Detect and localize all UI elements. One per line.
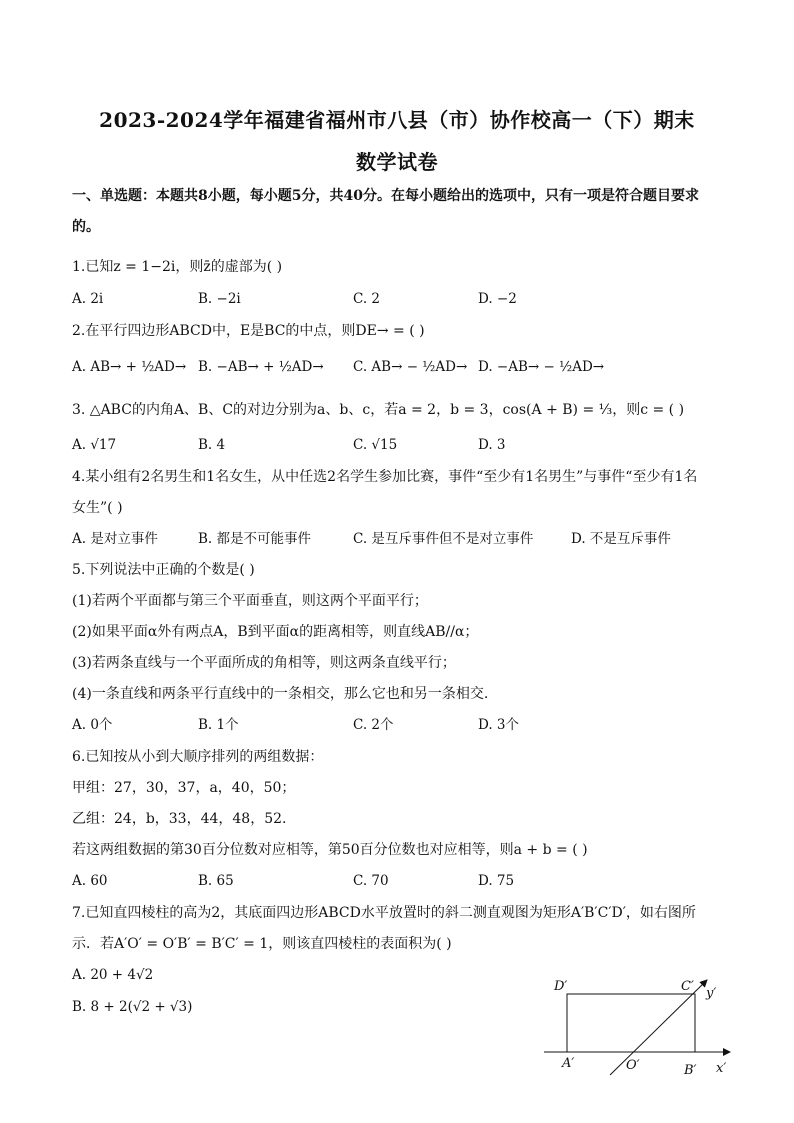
question-2-stem: 2.在平行四边形ABCD中，E是BC的中点，则DE→ = ( )	[72, 323, 425, 339]
question-3-stem: 3. △ABC的内角A、B、C的对边分别为a、b、c，若a = 2，b = 3，cos(A + B) = ⅓，则c = ( )	[72, 402, 685, 418]
question-2-option-b: B. −AB→ + ½AD→	[198, 359, 324, 375]
section-instructions-line2: 的。	[72, 219, 100, 235]
question-1-option-c: C. 2	[353, 291, 381, 307]
question-3-option-c: C. √15	[353, 437, 398, 453]
question-3-option-a: A. √17	[72, 437, 117, 453]
question-1-stem: 1.已知z = 1−2i，则z̄的虚部为( )	[72, 259, 283, 275]
exam-title-line2: 数学试卷	[356, 150, 438, 174]
exam-title-line1: 2023-2024学年福建省福州市八县（市）协作校高一（下）期末	[99, 108, 695, 132]
question-7-option-b: B. 8 + 2(√2 + √3)	[72, 999, 193, 1015]
question-2-option-d: D. −AB→ − ½AD→	[478, 359, 605, 375]
question-4-option-c: C. 是互斥事件但不是对立事件	[353, 531, 534, 547]
section-instructions-line1: 一、单选题：本题共8小题，每小题5分，共40分。在每小题给出的选项中，只有一项是符合题目要求	[72, 188, 699, 204]
oblique-projection-figure	[540, 972, 740, 1087]
question-4-option-d: D. 不是互斥事件	[571, 531, 671, 547]
question-5-statement-1: (1)若两个平面都与第三个平面垂直，则这两个平面平行；	[72, 593, 428, 609]
question-5-option-c: C. 2个	[353, 717, 394, 733]
question-4-stem-line1: 4.某小组有2名男生和1名女生，从中任选2名学生参加比赛，事件“至少有1名男生”与事件“至少有1名	[72, 469, 698, 485]
label-b-prime: B′	[684, 1063, 697, 1078]
question-7-stem-line1: 7.已知直四棱柱的高为2，其底面四边形ABCD水平放置时的斜二测直观图为矩形A′B′C′D′，如右图所	[72, 905, 696, 921]
question-5-option-d: D. 3个	[478, 717, 520, 733]
question-7-stem-line2: 示．若A′O′ = O′B′ = B′C′ = 1，则该直四棱柱的表面积为( )	[72, 936, 452, 952]
question-4-option-b: B. 都是不可能事件	[198, 531, 312, 547]
question-6-group-a: 甲组：27，30，37，a，40，50；	[72, 780, 296, 796]
question-6-option-a: A. 60	[72, 873, 108, 889]
question-1-option-b: B. −2i	[198, 291, 241, 307]
question-2-option-a: A. AB→ + ½AD→	[72, 359, 187, 375]
question-4-stem-line2: 女生”( )	[72, 500, 123, 516]
question-5-statement-2: (2)如果平面α外有两点A，B到平面α的距离相等，则直线AB//α；	[72, 624, 479, 640]
question-5-option-a: A. 0个	[72, 717, 113, 733]
question-5-stem: 5.下列说法中正确的个数是( )	[72, 562, 255, 578]
label-d-prime: D′	[554, 979, 568, 994]
question-7-option-a: A. 20 + 4√2	[72, 967, 154, 983]
question-1-option-a: A. 2i	[72, 291, 104, 307]
question-3-option-d: D. 3	[478, 437, 506, 453]
label-y-axis: y′	[706, 986, 717, 1001]
question-5-statement-4: (4)一条直线和两条平行直线中的一条相交，那么它也和另一条相交.	[72, 686, 489, 702]
question-3-option-b: B. 4	[198, 437, 226, 453]
question-5-statement-3: (3)若两条直线与一个平面所成的角相等，则这两条直线平行；	[72, 655, 456, 671]
question-1-option-d: D. −2	[478, 291, 517, 307]
question-5-option-b: B. 1个	[198, 717, 239, 733]
label-o-prime: O′	[626, 1058, 640, 1073]
question-4-option-a: A. 是对立事件	[72, 531, 158, 547]
question-6-stem: 6.已知按从小到大顺序排列的两组数据：	[72, 749, 324, 765]
question-6-group-b: 乙组：24，b，33，44，48，52.	[72, 811, 287, 827]
question-6-option-b: B. 65	[198, 873, 234, 889]
label-c-prime: C′	[681, 979, 694, 994]
question-6-option-c: C. 70	[353, 873, 389, 889]
question-6-condition: 若这两组数据的第30百分位数对应相等，第50百分位数也对应相等，则a + b = ( )	[72, 842, 588, 858]
rectangle-abcd	[567, 994, 695, 1052]
label-x-axis: x′	[716, 1061, 727, 1076]
question-2-option-c: C. AB→ − ½AD→	[353, 359, 468, 375]
question-6-option-d: D. 75	[478, 873, 515, 889]
label-a-prime: A′	[562, 1056, 575, 1071]
